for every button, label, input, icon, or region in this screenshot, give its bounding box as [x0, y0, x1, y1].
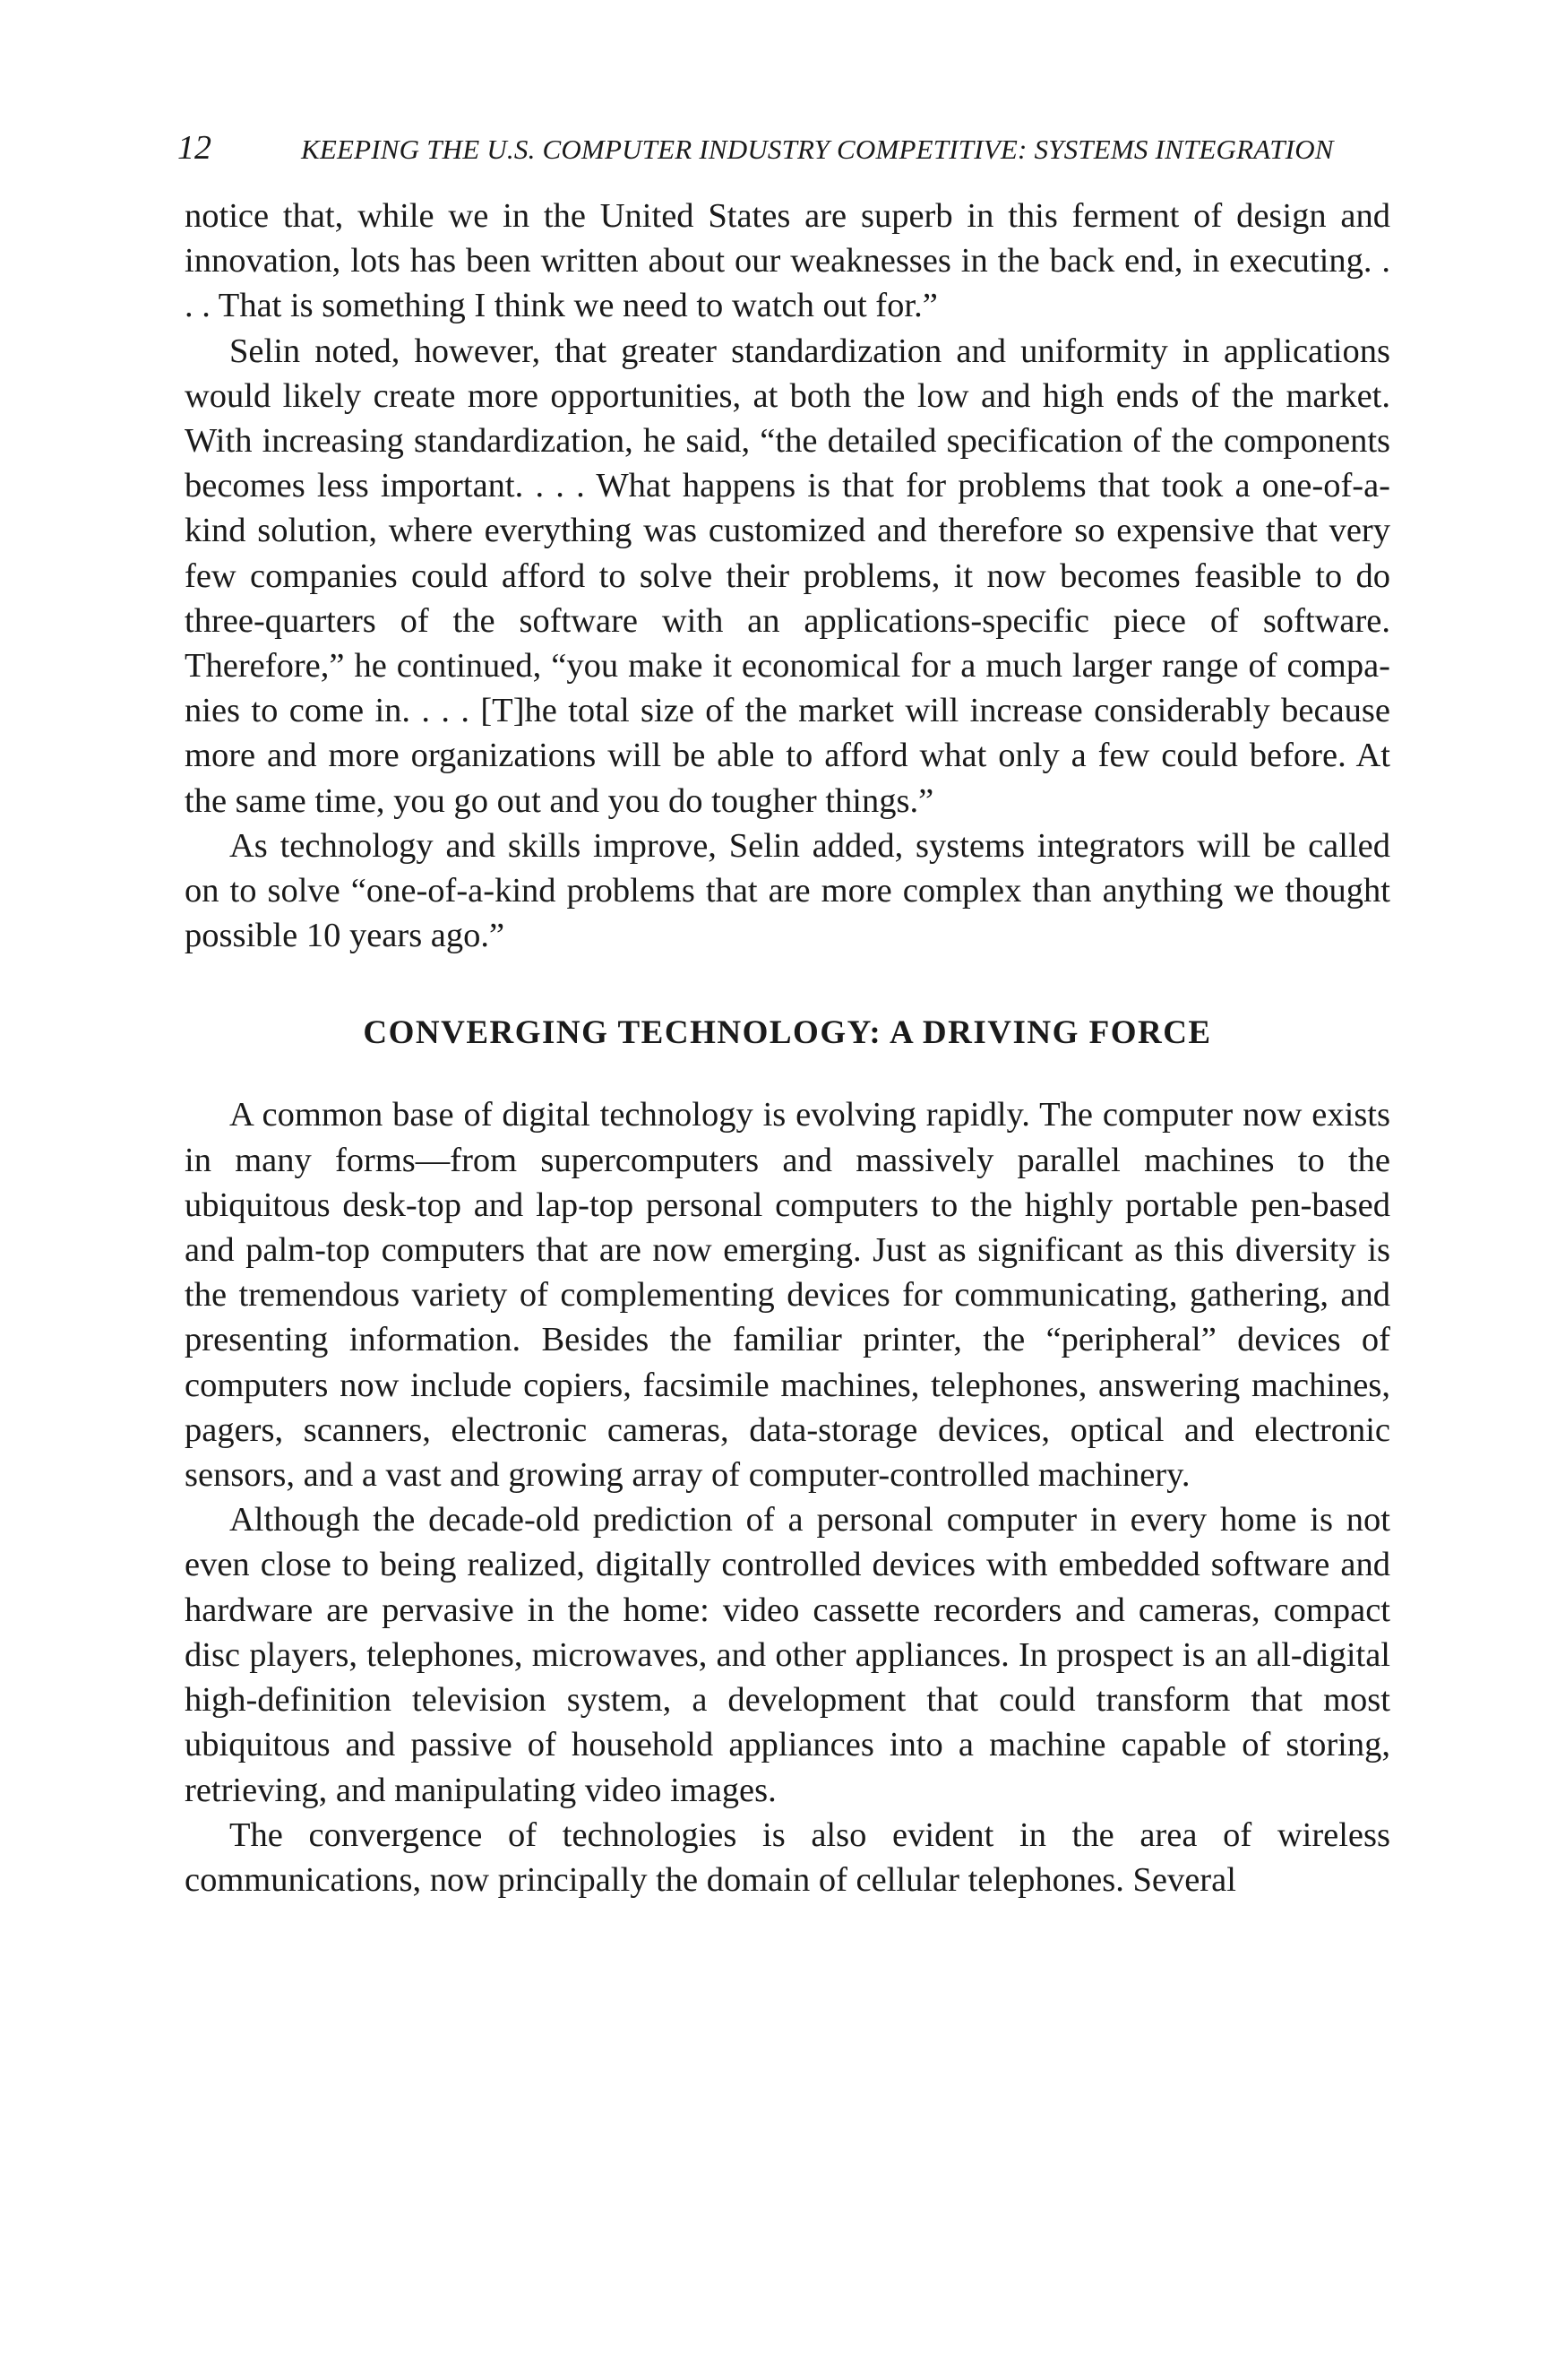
section-heading: CONVERGING TECHNOLOGY: A DRIVING FORCE: [363, 1014, 1212, 1052]
body-text: [185, 194, 1390, 1902]
paragraph: The convergence of technologies is also evident in the area of wireless communications, now principally the domain of cellular telephones. Several: [185, 1815, 1390, 1899]
paragraph: A common base of digital technology is evolving rapidly. The computer now exists in many forms—from supercomputers and massively parallel machines to the ubiquitous desk-top and lap-top personal computers to the highly portable pen-based and palm-top computers that are now emerging. Just as significant as this diversity is the tremendous variety of complementing devices for communicating, gathering, and presenting information. Besides the familiar printer, the “peripheral” devices of computers now include copiers, facsimile machines, telephones, answering machines, pagers, scanners, electronic cameras, data-storage devices, optical and electronic sensors, and a vast and growing array of computer-controlled machinery.: [185, 1096, 1390, 1495]
running-head-title: KEEPING THE U.S. COMPUTER INDUSTRY COMPETITIVE: SYSTEMS INTEGRATION: [301, 134, 1334, 165]
paragraph: As technology and skills improve, Selin added, systems integrators will be called on to solve “one-of-a-kind problems that are more complex than anything we thought possible 10 years ago.”: [185, 826, 1390, 955]
paragraph: Although the decade-old prediction of a personal computer in every home is not even close to being realized, digitally controlled devices with embedded software and hardware are pervasive in the home: video cassette recorders and cameras, compact disc players, telephones, microwaves, and other appliances. In prospect is an all-digital high-definition television system, a development that could transform that most ubiquitous and passive of household appliances into a machine capable of storing, retrieving, and manipulating video images.: [185, 1501, 1390, 1809]
paragraph: Selin noted, however, that greater standardization and uniformity in applications would likely create more opportunities, at both the low and high ends of the market. With increasing standardization, he said, “the detailed specification of the components becomes less important. . . . What happens is that for problems that took a one-of-a-kind solution, where everything was customized and therefore so expensive that very few companies could afford to solve their problems, it now becomes feasible to do three-quarters of the software with an applications-specific piece of software. Therefore,” he continued, “you make it economical for a much larger range of companies to come in. . . . [T]he total size of the market will increase considerably because more and more organizations will be able to afford what only a few could before. At the same time, you go out and you do tougher things.”: [185, 332, 1390, 820]
paragraph-continued: notice that, while we in the United States are superb in this ferment of design and innovation, lots has been written about our weaknesses in the back end, in executing. . . . That is something I think we need to watch out for.”: [185, 197, 1390, 325]
running-head: [177, 125, 1406, 170]
page-number: 12: [177, 129, 211, 167]
